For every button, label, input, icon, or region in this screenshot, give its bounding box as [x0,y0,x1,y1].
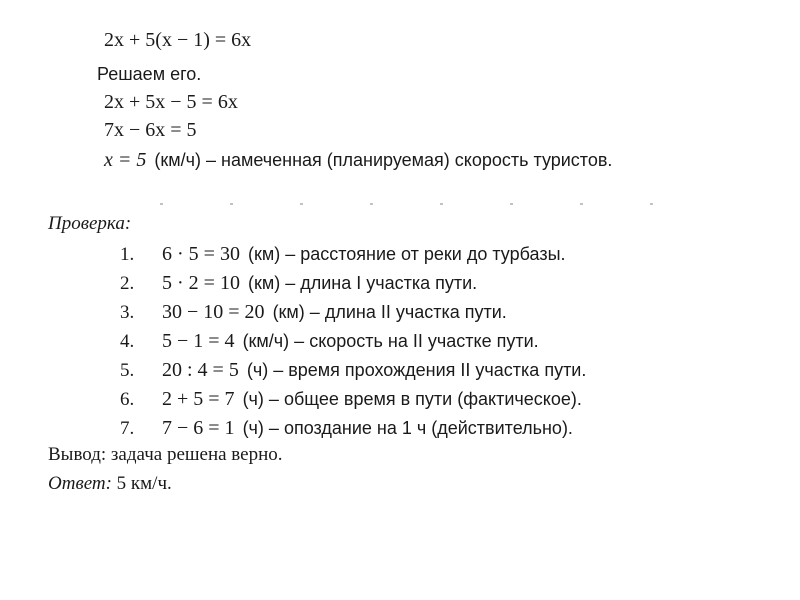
check-item-number: 3. [120,302,135,323]
check-item-text: (км) – длина I участка пути. [247,273,478,293]
check-item [120,387,582,412]
check-item-math: 6 · 5 = 30 [162,243,240,265]
solution-step-1 [104,90,238,114]
check-item-number: 7. [120,418,135,439]
check-title [48,212,131,236]
solution-result-text: (км/ч) – намеченная (планируемая) скорость туристов. [154,150,613,170]
check-title-text: Проверка: [48,213,132,234]
answer-value: 5 км/ч. [116,473,172,494]
conclusion-text: Вывод: задача решена верно. [48,444,283,465]
check-item-math: 7 − 6 = 1 [162,417,235,439]
check-item [120,358,586,383]
check-item-math: 30 − 10 = 20 [162,301,265,323]
equation-text: 2x + 5(x − 1) = 6x [104,29,252,51]
check-item-number: 5. [120,360,135,381]
check-item [120,416,573,441]
solution-step-1-text: 2x + 5x − 5 = 6x [104,91,238,113]
check-item [120,271,477,296]
check-item-text: (ч) – общее время в пути (фактическое). [242,389,582,409]
check-item-text: (км) – расстояние от реки до турбазы. [247,244,566,264]
check-item-math: 2 + 5 = 7 [162,388,235,410]
solve-intro [97,62,201,86]
check-item-number: 6. [120,389,135,410]
solve-intro-text: Решаем его. [97,64,202,84]
conclusion [48,443,283,467]
answer-label: Ответ: [48,473,112,494]
check-item [120,300,507,325]
check-item-text: (ч) – опоздание на 1 ч (действительно). [242,418,573,438]
check-item-number: 1. [120,244,135,265]
check-item-text: (км) – длина II участка пути. [272,302,507,322]
answer [48,472,172,496]
solution-step-2-text: 7x − 6x = 5 [104,119,197,141]
check-item-math: 5 · 2 = 10 [162,272,240,294]
check-item-text: (ч) – время прохождения II участка пути. [246,360,587,380]
solution-result [104,148,612,173]
check-item-number: 4. [120,331,135,352]
check-item-math: 5 − 1 = 4 [162,330,235,352]
scan-artifact-line [160,203,680,205]
solution-step-2 [104,118,197,142]
check-item-math: 20 : 4 = 5 [162,359,239,381]
check-item-text: (км/ч) – скорость на II участке пути. [242,331,539,351]
check-item [120,242,566,267]
solution-result-math: x = 5 [104,149,147,171]
equation-main [104,28,251,52]
check-item [120,329,539,354]
check-item-number: 2. [120,273,135,294]
